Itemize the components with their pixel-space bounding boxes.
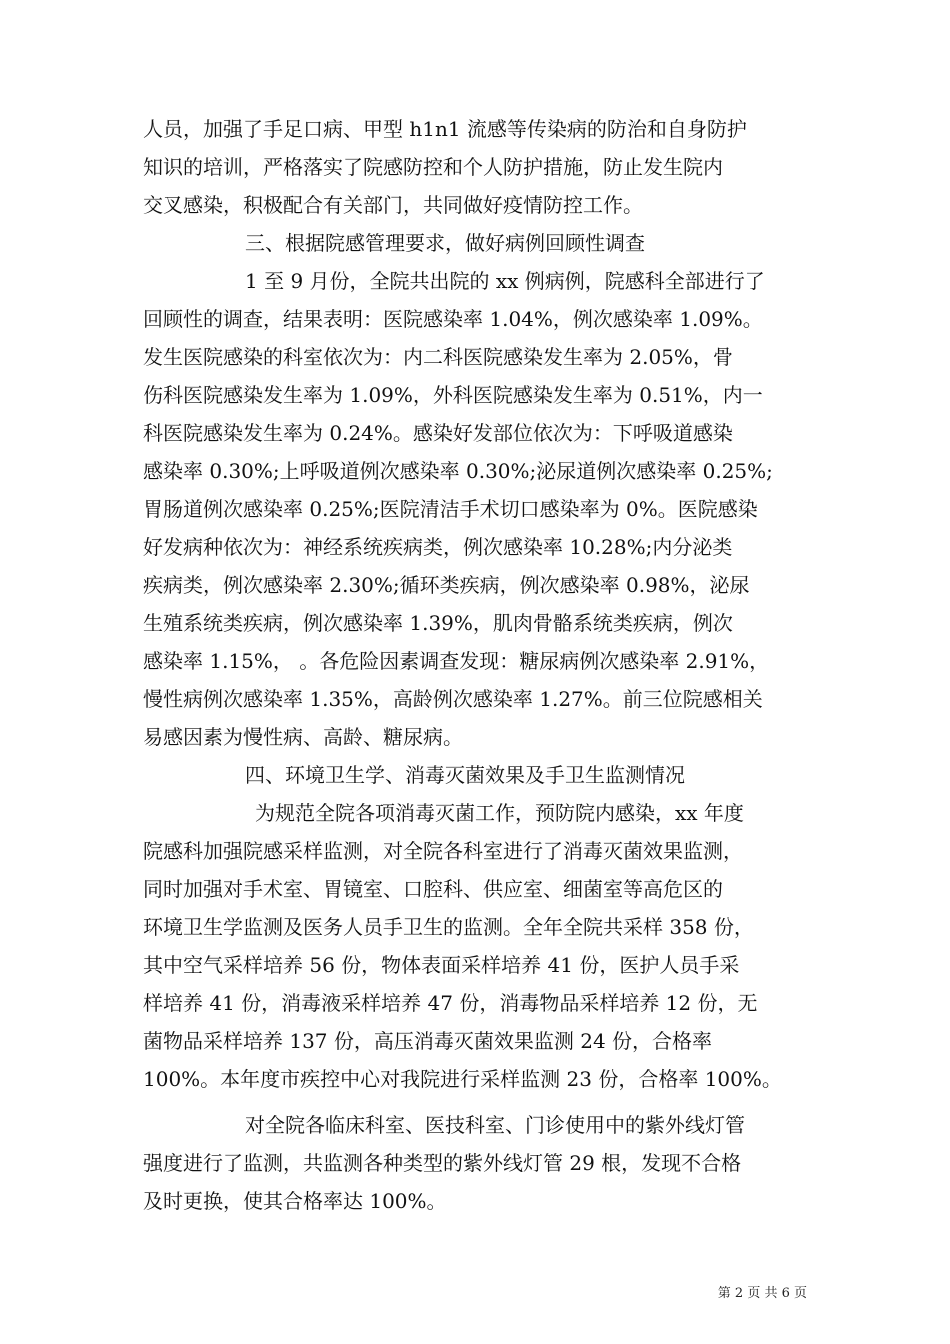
paragraph-line: 交叉感染，积极配合有关部门，共同做好疫情防控工作。 xyxy=(143,193,643,217)
paragraph-line: 环境卫生学监测及医务人员手卫生的监测。全年全院共采样 358 份， xyxy=(143,915,754,939)
paragraph-line: 其中空气采样培养 56 份，物体表面采样培养 41 份，医护人员手采 xyxy=(143,953,740,977)
paragraph-gap xyxy=(143,1098,811,1106)
paragraph-line: 科医院感染发生率为 0.24%。感染好发部位依次为：下呼吸道感染 xyxy=(143,421,733,445)
paragraph-line: 强度进行了监测，共监测各种类型的紫外线灯管 29 根，发现不合格 xyxy=(143,1151,742,1175)
paragraph-line: 好发病种依次为：神经系统疾病类，例次感染率 10.28%;内分泌类 xyxy=(143,535,733,559)
paragraph-line: 1 至 9 月份，全院共出院的 xx 例病例，院感科全部进行了 xyxy=(245,269,765,293)
paragraph-line: 样培养 41 份，消毒液采样培养 47 份，消毒物品采样培养 12 份，无 xyxy=(143,991,758,1015)
paragraph-line: 100%。本年度市疾控中心对我院进行采样监测 23 份，合格率 100%。 xyxy=(143,1067,782,1091)
paragraph-line: 菌物品采样培养 137 份，高压消毒灭菌效果监测 24 份，合格率 xyxy=(143,1029,713,1053)
paragraph-line: 人员，加强了手足口病、甲型 h1n1 流感等传染病的防治和自身防护 xyxy=(143,117,747,141)
paragraph-line: 疾病类，例次感染率 2.30%;循环类疾病，例次感染率 0.98%，泌尿 xyxy=(143,573,750,597)
paragraph-line: 易感因素为慢性病、高龄、糖尿病。 xyxy=(143,725,463,749)
paragraph-line: 对全院各临床科室、医技科室、门诊使用中的紫外线灯管 xyxy=(245,1113,745,1137)
paragraph-line: 及时更换，使其合格率达 100%。 xyxy=(143,1189,447,1213)
body-text xyxy=(143,110,811,1220)
paragraph-line: 院感科加强院感采样监测，对全院各科室进行了消毒灭菌效果监测， xyxy=(143,839,743,863)
section-heading-3: 三、根据院感管理要求，做好病例回顾性调查 xyxy=(245,231,645,255)
paragraph-line: 同时加强对手术室、胃镜室、口腔科、供应室、细菌室等高危区的 xyxy=(143,877,723,901)
paragraph-line: 感染率 0.30%;上呼吸道例次感染率 0.30%;泌尿道例次感染率 0.25%; xyxy=(143,459,773,483)
paragraph-line: 知识的培训，严格落实了院感防控和个人防护措施，防止发生院内 xyxy=(143,155,723,179)
paragraph-line: 生殖系统类疾病，例次感染率 1.39%，肌肉骨骼系统类疾病，例次 xyxy=(143,611,733,635)
paragraph-line: 回顾性的调查，结果表明：医院感染率 1.04%，例次感染率 1.09%。 xyxy=(143,307,763,331)
paragraph-line: 发生医院感染的科室依次为：内二科医院感染发生率为 2.05%，骨 xyxy=(143,345,733,369)
paragraph-line: 感染率 1.15%， 。各危险因素调查发现：糖尿病例次感染率 2.91%， xyxy=(143,649,770,673)
paragraph-line: 为规范全院各项消毒灭菌工作，预防院内感染，xx 年度 xyxy=(255,801,744,825)
section-heading-4: 四、环境卫生学、消毒灭菌效果及手卫生监测情况 xyxy=(245,763,685,787)
paragraph-line: 慢性病例次感染率 1.35%，高龄例次感染率 1.27%。前三位院感相关 xyxy=(143,687,763,711)
paragraph-line: 伤科医院感染发生率为 1.09%，外科医院感染发生率为 0.51%，内一 xyxy=(143,383,763,407)
page-number-footer: 第 2 页 共 6 页 xyxy=(717,1286,807,1301)
paragraph-line: 胃肠道例次感染率 0.25%;医院清洁手术切口感染率为 0%。医院感染 xyxy=(143,497,758,521)
